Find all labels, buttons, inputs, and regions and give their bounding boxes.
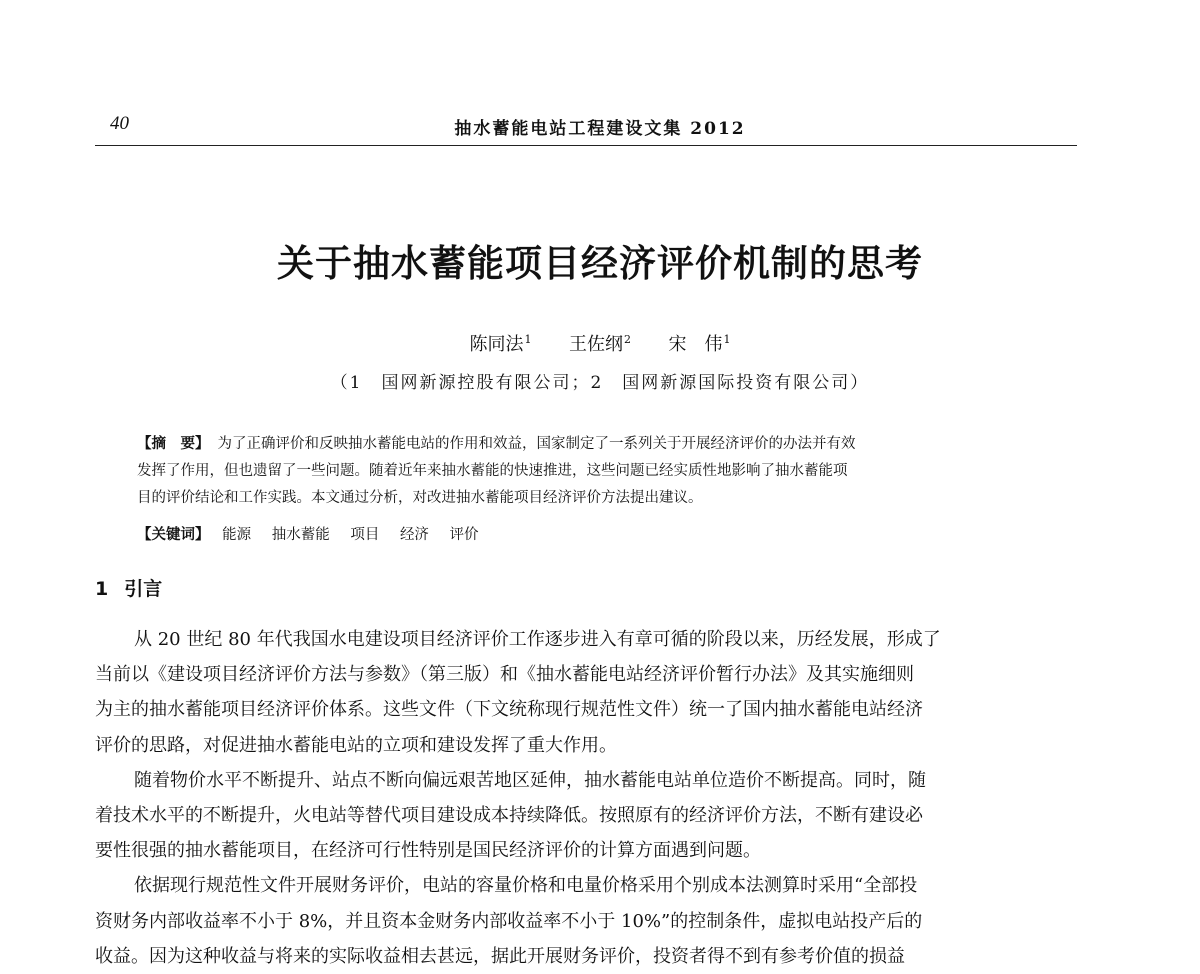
- header-rule: [95, 145, 1077, 146]
- body-line: 依据现行规范性文件开展财务评价，电站的容量价格和电量价格采用个别成本法测算时采用“全部投: [134, 875, 918, 897]
- body-line: 资财务内部收益率不小于 8%，并且资本金财务内部收益率不小于 10%”的控制条件，虚拟电站投产后的: [95, 910, 923, 932]
- keywords: [137, 523, 495, 544]
- abstract: [137, 430, 1067, 512]
- author-list: [0, 330, 1200, 356]
- body-line: 为主的抽水蓄能项目经济评价体系。这些文件（下文统称现行规范性文件）统一了国内抽水蓄能电站经济: [95, 699, 923, 721]
- keyword: 项目: [350, 527, 380, 543]
- author-affiliation-marker: 1: [524, 333, 532, 346]
- keyword: 评价: [449, 527, 479, 543]
- body-line: 随着物价水平不断提升、站点不断向偏远艰苦地区延伸，抽水蓄能电站单位造价不断提高。同时，随: [134, 769, 926, 791]
- author-affiliation-marker: 2: [624, 333, 631, 346]
- paper-title: 关于抽水蓄能项目经济评价机制的思考: [277, 242, 923, 285]
- abstract-line: 发挥了作用，但也遗留了一些问题。随着近年来抽水蓄能的快速推进，这些问题已经实质性地影响了抽水蓄能项: [137, 463, 848, 479]
- section-number: 1: [95, 578, 109, 600]
- author-name: 宋 伟: [668, 334, 723, 355]
- running-title: 抽水蓄能电站工程建设文集 2012: [454, 119, 746, 139]
- affiliations: （1 国网新源控股有限公司；2 国网新源国际投资有限公司）: [330, 373, 870, 393]
- page-number: 40: [110, 113, 129, 134]
- section-heading: [95, 574, 162, 601]
- body-line: 当前以《建设项目经济评价方法与参数》（第三版）和《抽水蓄能电站经济评价暂行办法》及其实施细则: [95, 664, 914, 686]
- keyword: 经济: [399, 527, 429, 543]
- keyword: 抽水蓄能: [271, 527, 330, 543]
- section-title: 引言: [124, 578, 163, 600]
- abstract-line: 目的评价结论和工作实践。本文通过分析，对改进抽水蓄能项目经济评价方法提出建议。: [137, 490, 703, 506]
- abstract-line: 为了正确评价和反映抽水蓄能电站的作用和效益，国家制定了一系列关于开展经济评价的办法并有效: [217, 436, 856, 452]
- body-line: 从 20 世纪 80 年代我国水电建设项目经济评价工作逐步进入有章可循的阶段以来，历经发展，形成了: [134, 629, 941, 650]
- body-line: 要性很强的抽水蓄能项目，在经济可行性特别是国民经济评价的计算方面遇到问题。: [95, 840, 761, 862]
- author-name: 王佐纲: [569, 334, 623, 355]
- keyword: 能源: [222, 527, 252, 543]
- body-line: 着技术水平的不断提升，火电站等替代项目建设成本持续降低。按照原有的经济评价方法，不断有建设必: [95, 805, 923, 827]
- body-line: 评价的思路，对促进抽水蓄能电站的立项和建设发挥了重大作用。: [95, 734, 617, 756]
- keywords-label: 【关键词】: [137, 526, 210, 543]
- author-name: 陈同法: [469, 334, 524, 355]
- abstract-label: 【摘 要】: [137, 435, 210, 452]
- author-affiliation-marker: 1: [723, 333, 731, 346]
- body-line: 收益。因为这种收益与将来的实际收益相去甚远，据此开展财务评价，投资者得不到有参考价值的损益: [95, 945, 905, 967]
- body-text: [95, 622, 1085, 974]
